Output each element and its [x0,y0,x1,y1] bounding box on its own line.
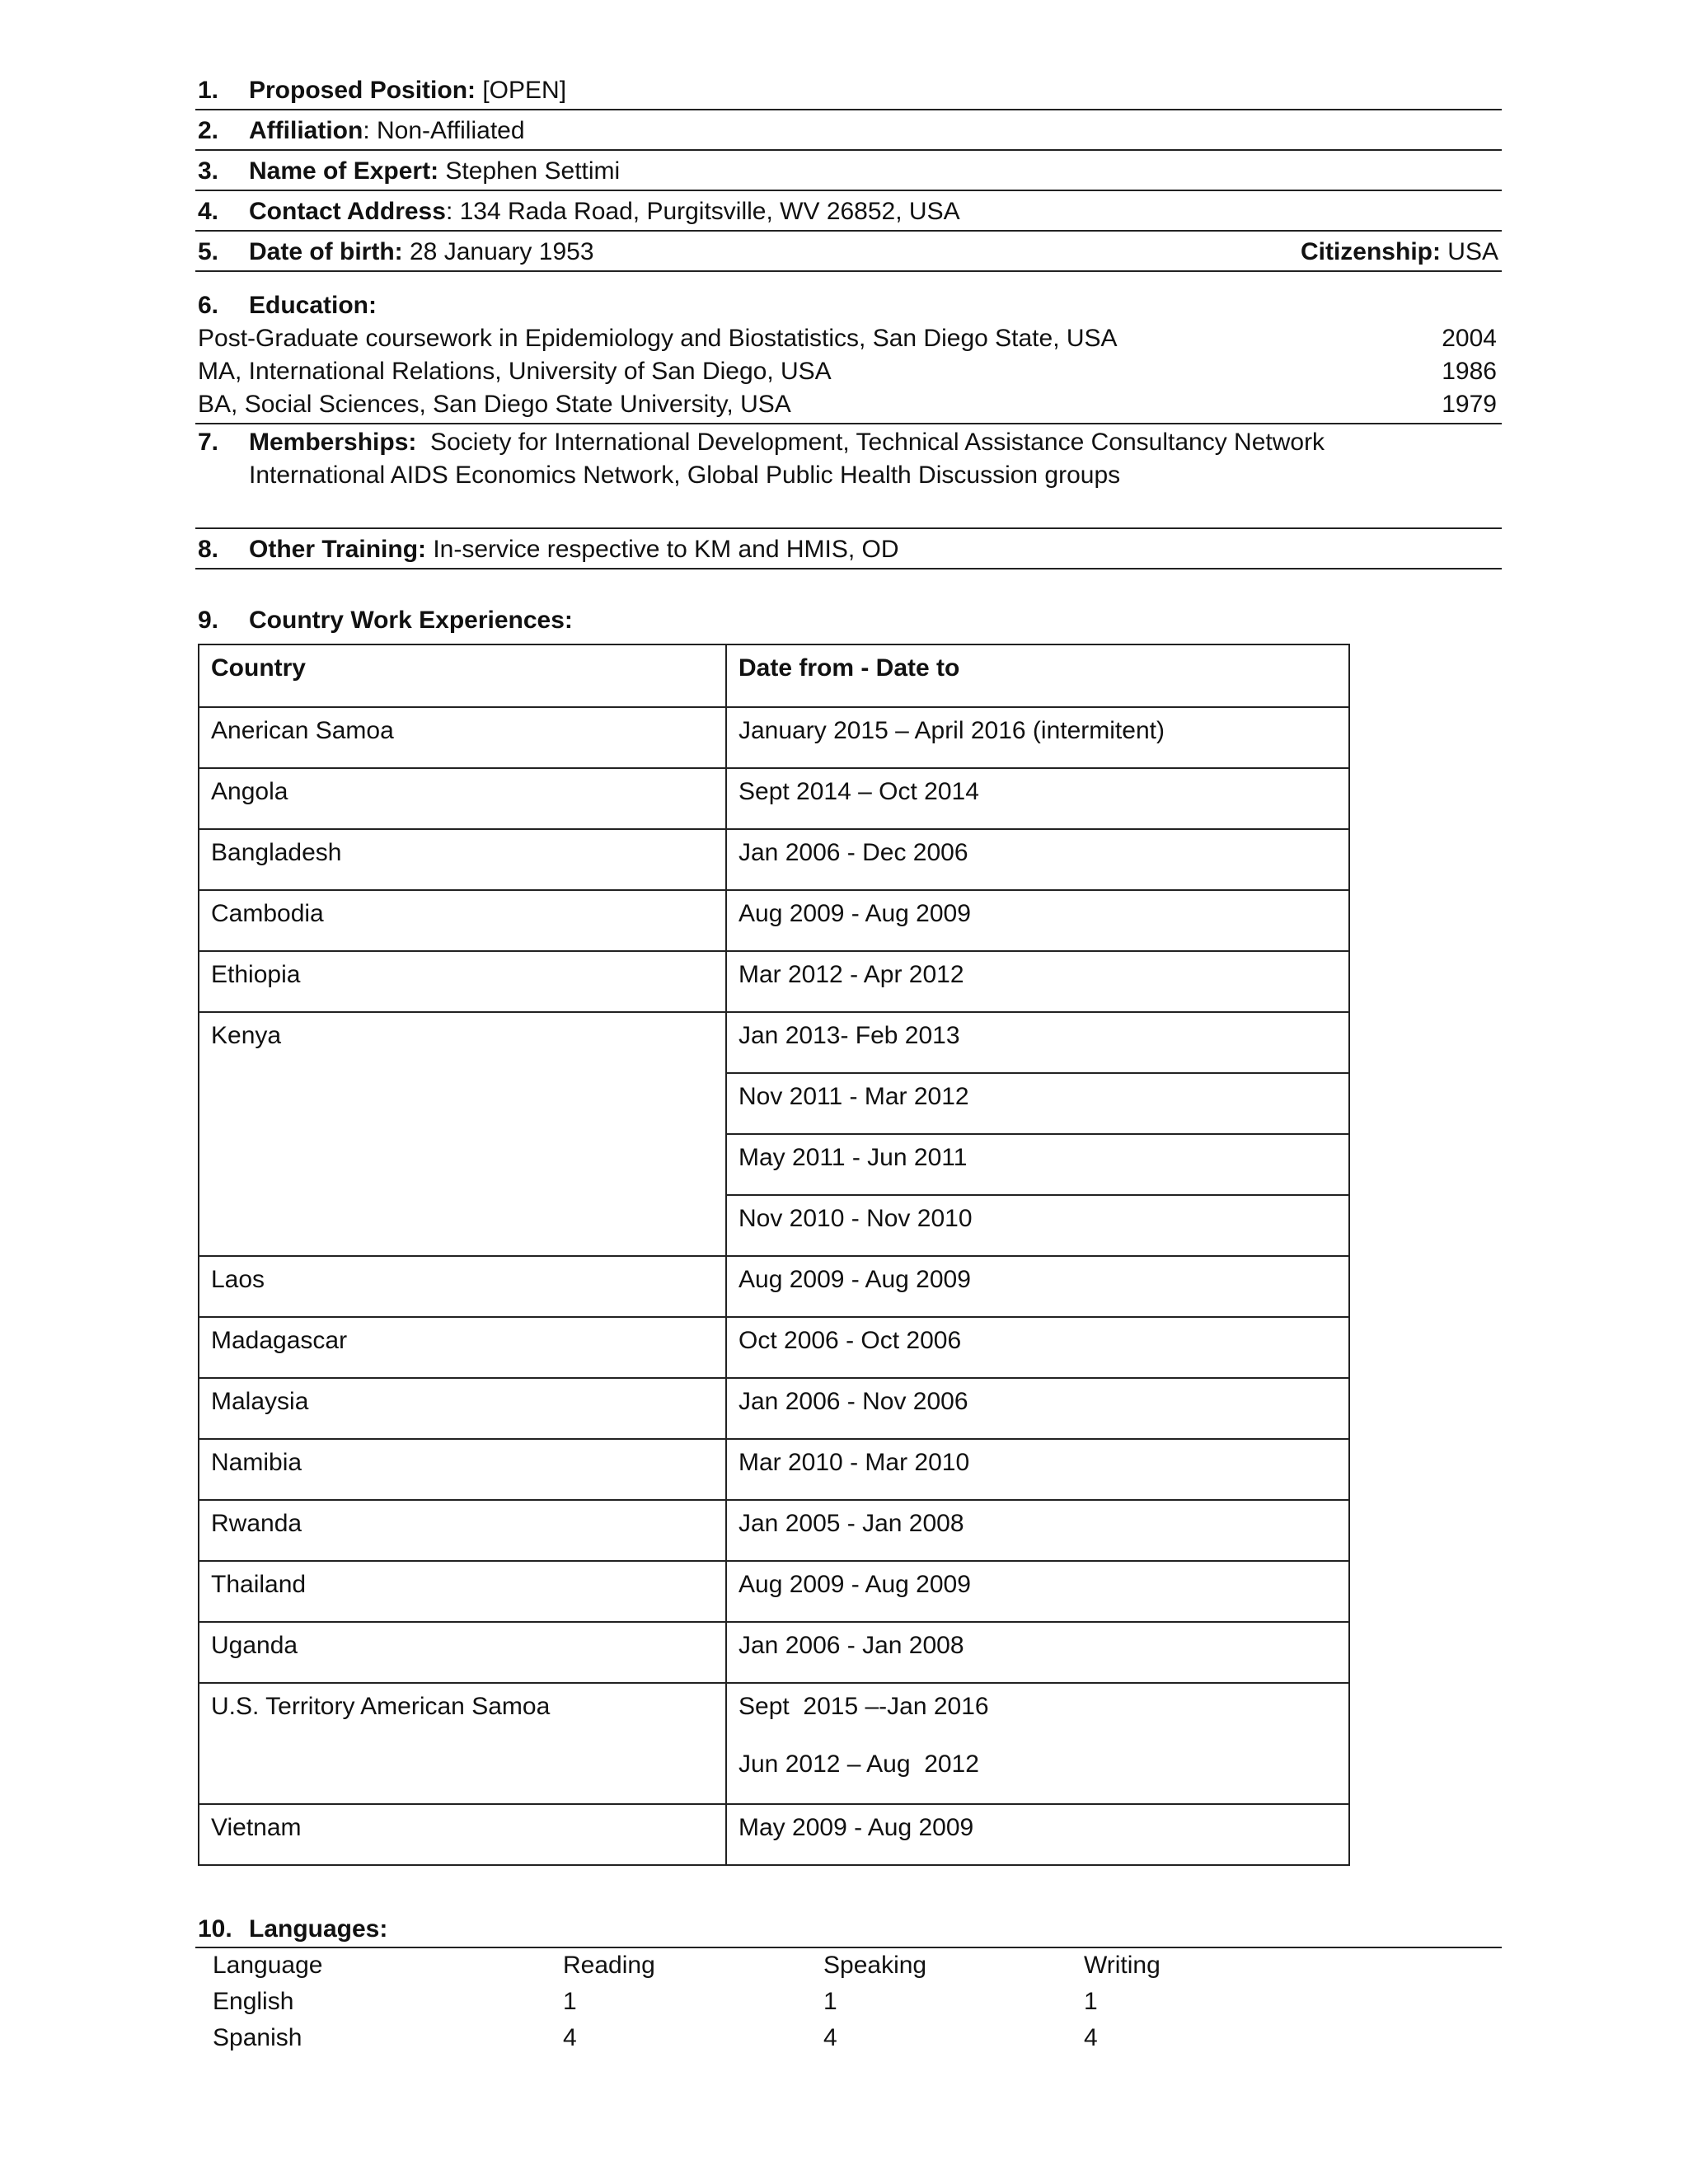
table-row [199,1012,1349,1073]
country-cell: Vietnam [199,1804,726,1865]
item-number: 2. [198,117,219,144]
table-row [199,1378,1349,1439]
country-cell: Uganda [199,1622,726,1683]
date-of-birth-value: 28 January 1953 [402,238,594,265]
education-year: 2004 [1442,325,1497,352]
education-entry [198,324,1500,354]
country-work-table [198,644,1350,1866]
memberships-line-2: International AIDS Economics Network, Global Public Health Discussion groups [249,462,1121,489]
country-cell: Bangladesh [199,829,726,890]
table-row [199,1561,1349,1622]
dates-cell: Jan 2013- Feb 2013 [726,1012,1349,1073]
language-name: English [213,1988,294,2015]
citizenship-label: Citizenship: [1300,238,1441,265]
speaking-level: 4 [823,2024,837,2051]
dates-cell: Oct 2006 - Oct 2006 [726,1317,1349,1378]
name-of-expert-value: Stephen Settimi [438,157,621,185]
column-header-reading: Reading [563,1952,655,1979]
divider [195,149,1502,151]
country-work-label: Country Work Experiences: [249,607,573,634]
affiliation-label: Affiliation [249,117,363,144]
dates-cell: May 2011 - Jun 2011 [726,1134,1349,1195]
citizenship-value: USA [1440,238,1498,265]
writing-level: 1 [1084,1988,1098,2015]
dates-cell: Jan 2006 - Nov 2006 [726,1378,1349,1439]
table-row [199,1439,1349,1500]
divider [195,230,1502,232]
item-number: 5. [198,238,219,265]
education-entry [198,390,1500,419]
table-row [199,951,1349,1012]
proposed-position-label: Proposed Position: [249,77,476,104]
table-row [199,1500,1349,1561]
country-cell: Madagascar [199,1317,726,1378]
country-cell: Angola [199,768,726,829]
proposed-position-value: [OPEN] [476,77,567,104]
column-header-country: Country [199,644,726,707]
education-label: Education: [249,292,377,319]
education-text: Post-Graduate coursework in Epidemiology and Biostatistics, San Diego State, USA [198,325,1118,352]
table-row [199,707,1349,768]
table-row [199,1804,1349,1865]
education-year: 1986 [1442,358,1497,385]
memberships-label: Memberships: [249,429,417,456]
country-cell: Anerican Samoa [199,707,726,768]
table-row [199,829,1349,890]
item-number: 7. [198,429,219,456]
dates-cell: Sept 2014 – Oct 2014 [726,768,1349,829]
table-row [199,890,1349,951]
item-number: 1. [198,77,219,104]
education-entry [198,357,1500,387]
dates-cell: Mar 2012 - Apr 2012 [726,951,1349,1012]
speaking-level: 1 [823,1988,837,2015]
table-row [199,1683,1349,1804]
dates-cell: Jan 2006 - Dec 2006 [726,829,1349,890]
item-number: 9. [198,607,219,634]
dates-line: Jun 2012 – Aug 2012 [738,1750,979,1778]
country-cell: Thailand [199,1561,726,1622]
affiliation-value: : Non-Affiliated [363,117,525,144]
item-number: 6. [198,292,219,319]
dates-cell: Nov 2011 - Mar 2012 [726,1073,1349,1134]
dates-cell: Jan 2006 - Jan 2008 [726,1622,1349,1683]
divider [195,190,1502,191]
table-header-row [199,644,1349,707]
dates-cell: January 2015 – April 2016 (intermitent) [726,707,1349,768]
table-row [199,1622,1349,1683]
dates-cell: Aug 2009 - Aug 2009 [726,1256,1349,1317]
column-header-writing: Writing [1084,1952,1160,1979]
contact-address-value: : 134 Rada Road, Purgitsville, WV 26852, USA [445,198,960,225]
table-row [199,768,1349,829]
country-cell: Malaysia [199,1378,726,1439]
dates-cell: May 2009 - Aug 2009 [726,1804,1349,1865]
item-number: 4. [198,198,219,225]
table-row [199,1256,1349,1317]
item-number: 3. [198,157,219,185]
divider [195,1947,1502,1948]
item-number: 8. [198,536,219,563]
divider [195,568,1502,569]
dates-cell: Nov 2010 - Nov 2010 [726,1195,1349,1256]
reading-level: 1 [563,1988,577,2015]
dates-cell: Aug 2009 - Aug 2009 [726,1561,1349,1622]
column-header-dates: Date from - Date to [726,644,1349,707]
dates-cell: Aug 2009 - Aug 2009 [726,890,1349,951]
divider [195,423,1502,424]
country-cell: Laos [199,1256,726,1317]
languages-label: Languages: [249,1915,388,1943]
country-cell: Namibia [199,1439,726,1500]
column-header-speaking: Speaking [823,1952,927,1979]
education-year: 1979 [1442,391,1497,418]
dates-cell: Jan 2005 - Jan 2008 [726,1500,1349,1561]
other-training-value: In-service respective to KM and HMIS, OD [426,536,899,563]
country-cell: U.S. Territory American Samoa [199,1683,726,1804]
country-cell: Rwanda [199,1500,726,1561]
dates-line: Sept 2015 –-Jan 2016 [738,1693,989,1720]
date-of-birth-label: Date of birth: [249,238,403,265]
writing-level: 4 [1084,2024,1098,2051]
country-cell: Cambodia [199,890,726,951]
dates-cell: Mar 2010 - Mar 2010 [726,1439,1349,1500]
column-header-language: Language [213,1952,323,1979]
divider [195,527,1502,529]
reading-level: 4 [563,2024,577,2051]
education-text: MA, International Relations, University of San Diego, USA [198,358,832,385]
dates-cell [726,1683,1349,1804]
divider [195,109,1502,110]
country-cell: Ethiopia [199,951,726,1012]
country-cell: Kenya [199,1012,726,1256]
language-name: Spanish [213,2024,302,2051]
divider [195,270,1502,272]
education-text: BA, Social Sciences, San Diego State University, USA [198,391,791,418]
memberships-line-1: Society for International Development, Technical Assistance Consultancy Network [416,429,1325,456]
item-number: 10. [198,1915,232,1943]
other-training-label: Other Training: [249,536,427,563]
name-of-expert-label: Name of Expert: [249,157,439,185]
contact-address-label: Contact Address [249,198,446,225]
table-row [199,1317,1349,1378]
